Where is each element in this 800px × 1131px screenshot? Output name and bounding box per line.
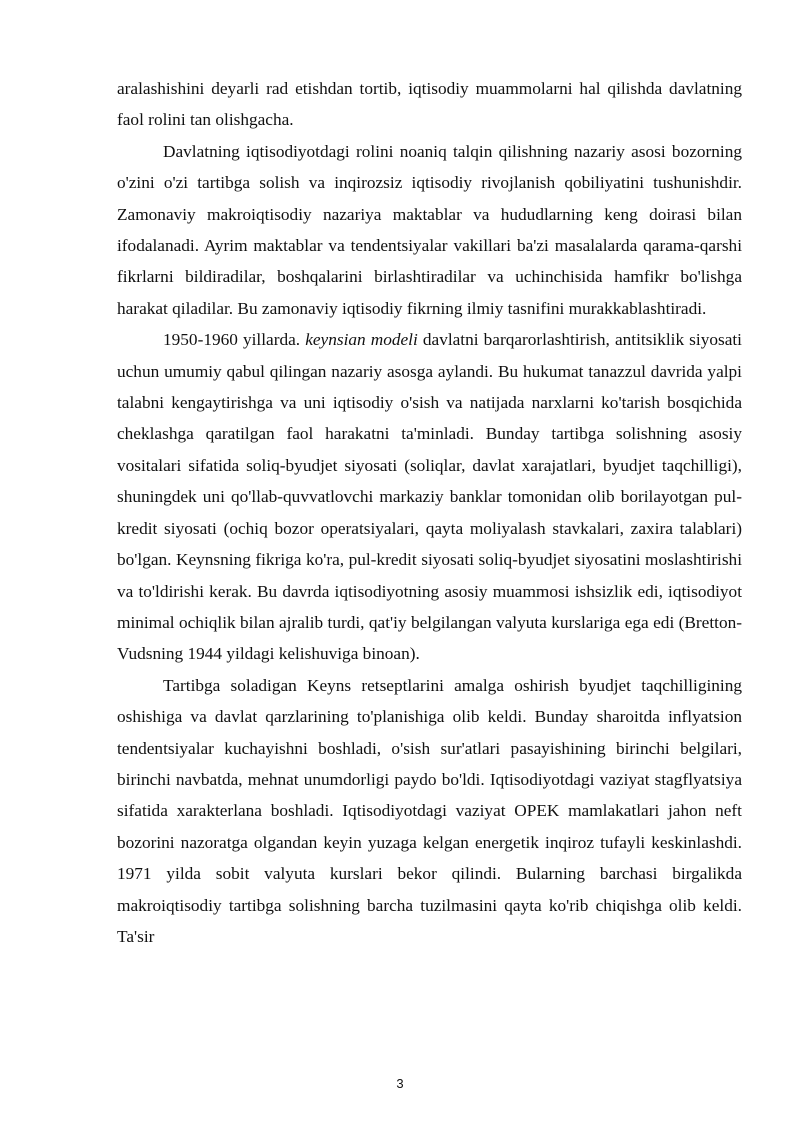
document-body: [117, 73, 742, 952]
paragraph-1: [117, 73, 742, 136]
page-number: 3: [396, 1076, 404, 1091]
paragraph-3-text-start: 1950-1960 yillarda.: [163, 330, 306, 350]
paragraph-4: [117, 670, 742, 953]
paragraph-2-text: Davlatning iqtisodiyotdagi rolini noaniq talqin qilishning nazariy asosi bozorning o'zini o'zi tartibga solish va inqirozsiz iqtisodiy rivojlanish qobiliyatini tushunishdir. Zamonaviy makroiqtisodiy nazariya maktablar va hududlarning keng doirasi bilan ifodalanadi. Ayrim maktablar va tendentsiyalar vakillari ba'zi masalalarda qarama-qarshi fikrlarni bildiradilar, boshqalarini birlashtiradilar va uchinchisida hamfikr bo'lishga harakat qiladilar. Bu zamonaviy iqtisodiy fikrning ilmiy tasnifini murakkablashtiradi.: [117, 141, 742, 318]
paragraph-3-text-rest: davlatni barqarorlashtirish, antitsiklik siyosati uchun umumiy qabul qilingan nazariy asosga aylandi. Bu hukumat tanazzul davrida yalpi talabni kengaytirishga va uni iqtisodiy o'sish va natijada narxlarni ko'tarish bosqichida cheklashga qaratilgan faol harakatni ta'minladi. Bunday tartibga solishning asosiy vositalari sifatida soliq-byudjet siyosati (soliqlar, davlat xarajatlari, byudjet taqchilligi), shuningdek uni qo'llab-quvvatlovchi markaziy banklar tomonidan olib borilayotgan pul-kredit siyosati (ochiq bozor operatsiyalari, qayta moliyalash stavkalari, zaxira talablari) bo'lgan. Keynsning fikriga ko'ra, pul-kredit siyosati soliq-byudjet siyosatini moslashtirishi va to'ldirishi kerak. Bu davrda iqtisodiyotning asosiy muammosi ishsizlik edi, iqtisodiyot minimal ochiqlik bilan ajralib turdi, qat'iy belgilangan valyuta kurslariga ega edi (Bretton-Vudsning 1944 yildagi kelishuviga binoan).: [117, 330, 742, 664]
paragraph-4-text: Tartibga soladigan Keyns retseptlarini amalga oshirish byudjet taqchilligining oshishiga va davlat qarzlarining to'planishiga olib keldi. Bunday sharoitda inflyatsion tendentsiyalar kuchayishni boshladi, o'sish sur'atlari pasayishining birinchi belgilari, birinchi navbatda, mehnat unumdorligi paydo bo'ldi. Iqtisodiyotdagi vaziyat stagflyatsiya sifatida xarakterlana boshladi. Iqtisodiyotdagi vaziyat OPEK mamlakatlari jahon neft bozorini nazoratga olgandan keyin yuzaga kelgan energetik inqiroz tufayli keskinlashdi. 1971 yilda sobit valyuta kurslari bekor qilindi. Bularning barchasi birgalikda makroiqtisodiy tartibga solishning barcha tuzilmasini qayta ko'rib chiqishga olib keldi. Ta'sir: [117, 675, 742, 946]
paragraph-3-italic-term: keynsian modeli: [305, 330, 418, 350]
paragraph-1-text: aralashishini deyarli rad etishdan tortib, iqtisodiy muammolarni hal qilishda davlatning faol rolini tan olishgacha.: [117, 79, 742, 130]
paragraph-3: [117, 324, 742, 669]
paragraph-2: [117, 136, 742, 324]
